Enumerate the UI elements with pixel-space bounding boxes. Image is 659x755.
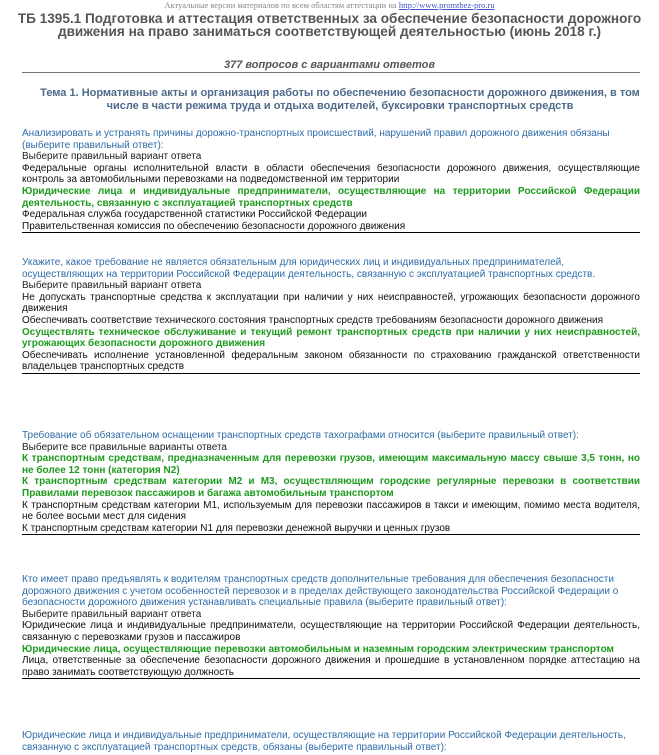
banner-text: Актуальные версии материалов по всем областям аттестации на	[164, 0, 399, 10]
answer-option: Федеральная служба государственной статистики Российской Федерации	[22, 209, 367, 221]
answer-option: К транспортным средствам категории N1 для перевозки денежной выручки и ценных грузов	[22, 523, 640, 536]
answer-option: К транспортным средствам категории M1, используемым для перевозки пассажиров в такси и имеющим, помимо места водителя, не более восьми мест для сидения	[22, 499, 640, 523]
answer-option-correct: К транспортным средствам категории M2 и M3, осуществляющим городские регулярные перевозки в соответствии Правилами перевозок пассажиров и багажа автомобильным транспортом	[22, 476, 640, 499]
answer-option-correct: Юридические лица и индивидуальные предприниматели, осуществляющие на территории Российской Федерации деятельность, связанную с эксплуатацией транспортных средств	[22, 185, 640, 209]
answer-option-correct: Осуществлять техническое обслуживание и текущий ремонт транспортных средств при наличии у них неисправностей, угрожающих безопасности дорожного движения	[22, 326, 640, 350]
question-text: Кто имеет право предъявлять к водителям транспортных средств дополнительные требования для обеспечения безопасности дорожного движения с учетом особенностей перевозок и в пределах действующего законодательства Российской Федерации о безопасности дорожного движения устанавливать специальные правила (выберите правильный ответ):	[22, 574, 619, 609]
question-text: Укажите, какое требование не является обязательным для юридических лиц и индивидуальных предпринимателей, осуществляющих на территории Российской Федерации деятельность, связанную с эксплуатацией транспортных средств.	[22, 257, 596, 280]
banner-link[interactable]: http://www.promtbez-pro.ru	[398, 0, 495, 10]
answer-option: Лица, ответственные за обеспечение безопасности дорожного движения и прошедшие в установленном порядке аттестацию на право занимать соответствующую должность	[22, 655, 640, 678]
answer-option: Не допускать транспортные средства к эксплуатации при наличии у них неисправностей, угрожающих безопасности дорожного движения	[22, 291, 640, 315]
answer-option: Обеспечивать исполнение установленной федеральным законом обязанности по страхованию гражданской ответственности владельцев транспортных средств	[22, 349, 640, 373]
question-block	[22, 257, 640, 374]
answer-option-correct: К транспортным средствам, предназначенным для перевозки грузов, имеющим максимальную массу свыше 3,5 тонн, но не более 12 тонн (категория N2)	[22, 453, 640, 476]
question-block	[22, 128, 640, 233]
question-block	[22, 574, 640, 679]
document-title: ТБ 1395.1 Подготовка и аттестация ответственных за обеспечение безопасности дорожного движения на право заниматься соответствующей деятельностью (июнь 2018 г.)	[17, 11, 642, 39]
answer-option: Федеральные органы исполнительной власти в области обеспечения безопасности дорожного движения, осуществляющие контроль за автомобильными перевозками на подведомственной им территории	[22, 162, 640, 186]
answer-instruction: Выберите правильный вариант ответа	[22, 280, 202, 292]
question-text: Требование об обязательном оснащении транспортных средств тахографами относится (выберите правильный ответ):	[22, 430, 579, 441]
question-block	[22, 430, 640, 535]
question-text: Анализировать и устранять причины дорожно-транспортных происшествий, нарушений правил дорожного движения обязаны (выберите правильный ответ):	[22, 128, 610, 151]
answer-option: Юридические лица и индивидуальные предприниматели, осуществляющие на территории Российской Федерации деятельность, связанную с перевозками грузов и пассажиров	[22, 620, 640, 643]
answer-option: Правительственная комиссия по обеспечению безопасности дорожного движения	[22, 221, 640, 234]
answer-instruction: Выберите правильный вариант ответа	[22, 151, 202, 163]
answer-option-correct: Юридические лица, осуществляющие перевозки автомобильным и наземным городским электрическим транспортом	[22, 643, 614, 655]
header-divider	[22, 72, 640, 73]
answer-instruction: Выберите все правильные варианты ответа	[22, 441, 227, 453]
question-text: Юридические лица и индивидуальные предприниматели, осуществляющие на территории Российской Федерации деятельность, связанную с эксплуатацией транспортных средств, обязаны (выберите правильный ответ):	[22, 730, 626, 753]
document-subtitle: 377 вопросов с вариантами ответов	[224, 59, 435, 71]
answer-option: Обеспечивать соответствие технического состояния транспортных средств требованиям безопасности дорожного движения	[22, 314, 604, 326]
answer-instruction: Выберите правильный вариант ответа	[22, 608, 202, 620]
topic-heading: Тема 1. Нормативные акты и организация работы по обеспечению безопасности дорожного движения, в том числе в части режима труда и отдыха водителей, буксировки транспортных средств	[40, 87, 640, 112]
top-banner	[0, 0, 659, 11]
